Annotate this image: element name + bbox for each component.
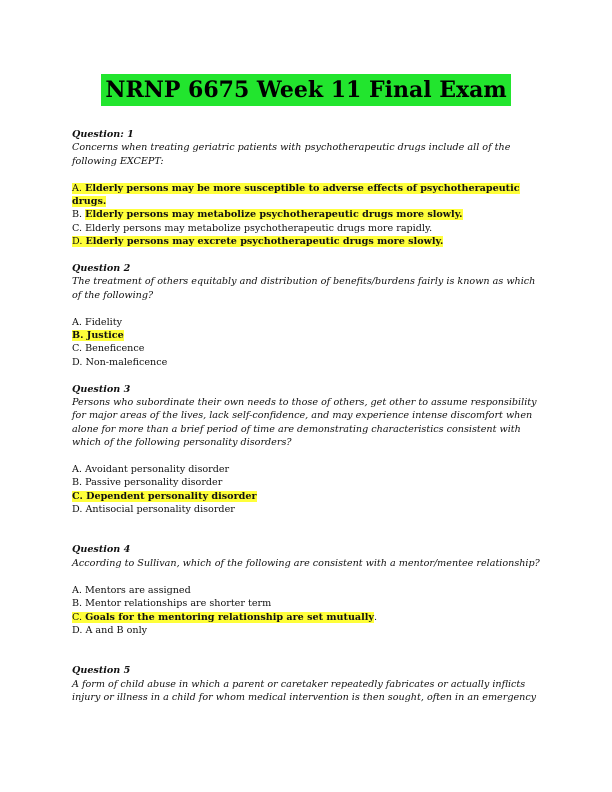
answer-option: D. Antisocial personality disorder — [72, 504, 235, 516]
answer-option: D. Elderly persons may excrete psychotherapeutic drugs more slowly. — [72, 236, 444, 248]
page-title: NRNP 6675 Week 11 Final Exam — [101, 74, 510, 106]
answer-option: C. Goals for the mentoring relationship are set mutually. — [72, 611, 378, 623]
question-text: A form of child abuse in which a parent or caretaker repeatedly fabricates or actually inflicts injury or illness in a child for whom medical intervention is then sought, often in an emergency — [72, 678, 537, 703]
answer-option: A. Elderly persons may be more susceptible to adverse effects of psychotherapeutic drugs. — [72, 182, 520, 208]
question-3 — [72, 383, 542, 517]
question-heading: Question: 1 — [72, 129, 134, 140]
answer-option: C. Elderly persons may metabolize psychotherapeutic drugs more rapidly. — [72, 222, 433, 234]
question-text: Persons who subordinate their own needs to those of others, get other to assume responsibility for major areas of the lives, lack self-confidence, and may experience intense discomfort when alone for more than a brief period of time are demonstrating characteristics consistent with which of the following personality disorders? — [72, 397, 537, 449]
answer-option: B. Justice — [72, 330, 124, 342]
answer-option: C. Dependent personality disorder — [72, 490, 257, 502]
answer-option: B. Mentor relationships are shorter term — [72, 598, 272, 610]
answer-option: B. Elderly persons may metabolize psychotherapeutic drugs more slowly. — [72, 209, 463, 221]
question-heading: Question 2 — [72, 263, 131, 275]
answer-option: A. Fidelity — [72, 316, 122, 328]
answer-options — [72, 584, 542, 638]
answer-options — [72, 182, 542, 249]
answer-options — [72, 463, 542, 517]
question-heading: Question 5 — [72, 665, 131, 677]
question-heading: Question 4 — [72, 544, 131, 556]
answer-option: B. Passive personality disorder — [72, 477, 223, 489]
question-2 — [72, 262, 542, 369]
question-text: Concerns when treating geriatric patients with psychotherapeutic drugs include all of the following EXCEPT: — [72, 142, 511, 167]
answer-option: D. A and B only — [72, 624, 148, 636]
question-text: The treatment of others equitably and distribution of benefits/burdens fairly is known as which of the following? — [72, 276, 536, 301]
answer-option: D. Non-maleficence — [72, 356, 168, 368]
answer-option: A. Mentors are assigned — [72, 584, 191, 596]
question-4 — [72, 543, 542, 637]
question-5 — [72, 664, 542, 704]
question-heading: Question 3 — [72, 383, 131, 395]
answer-option: A. Avoidant personality disorder — [72, 464, 230, 476]
answer-options — [72, 316, 542, 370]
title-wrap — [0, 74, 612, 106]
question-1 — [72, 128, 542, 249]
answer-option: C. Beneficence — [72, 343, 145, 355]
spacer — [72, 651, 542, 664]
exam-content — [72, 128, 542, 718]
question-text: According to Sullivan, which of the following are consistent with a mentor/mentee relationship? — [72, 557, 540, 569]
spacer — [72, 530, 542, 543]
